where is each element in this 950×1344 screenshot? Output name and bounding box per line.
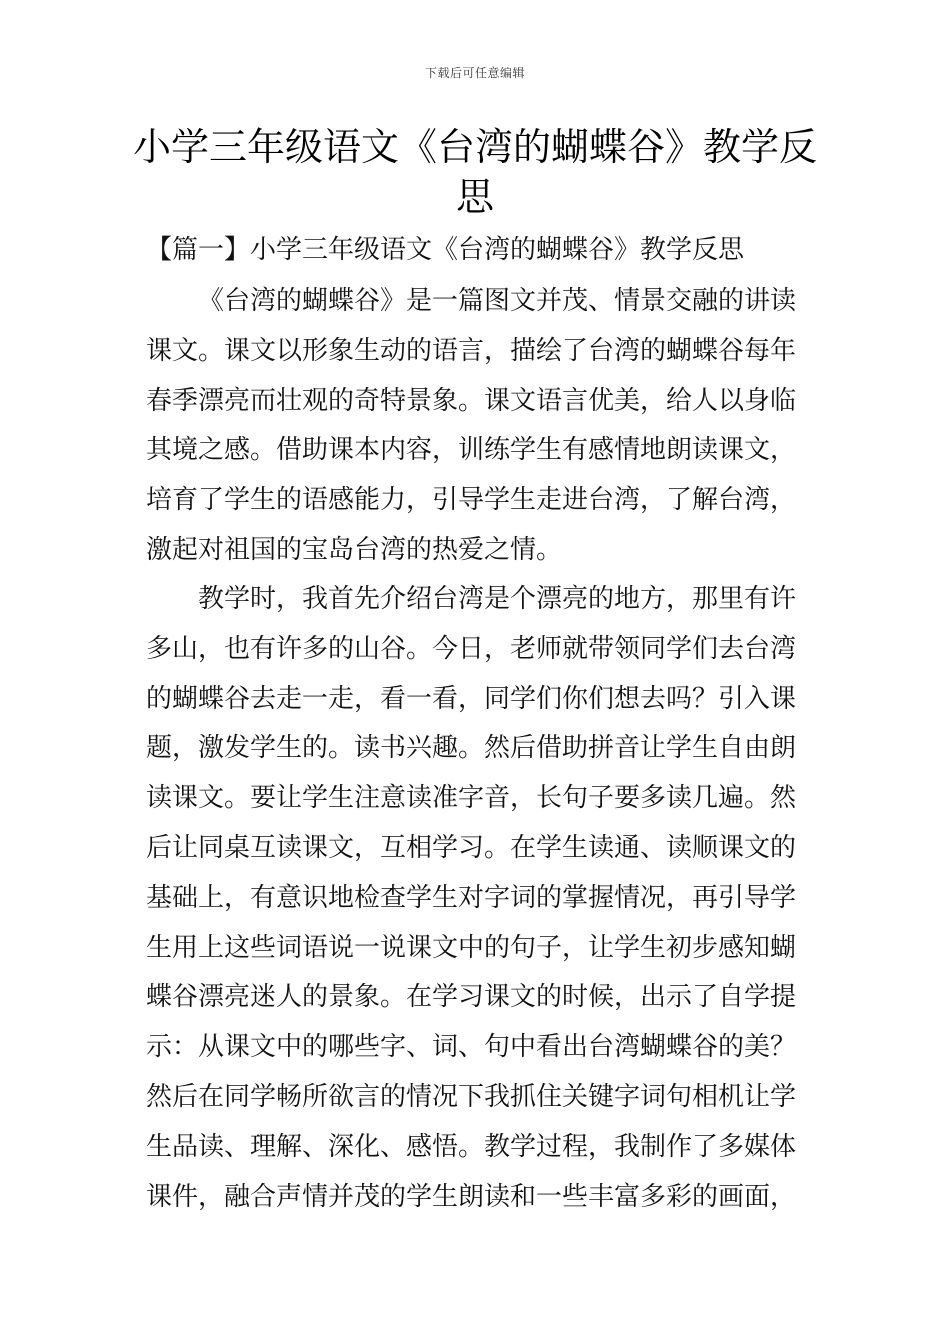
paragraph-line: 生用上这些词语说一说课文中的句子，让学生初步感知蝴 <box>146 932 797 963</box>
paragraph-1 <box>146 277 814 576</box>
section-heading: 【篇一】小学三年级语文《台湾的蝴蝶谷》教学反思 <box>146 235 745 265</box>
paragraph-line: 《台湾的蝴蝶谷》是一篇图文并茂、情景交融的讲读 <box>198 286 797 316</box>
paragraph-line: 然后在同学畅所欲言的情况下我抓住关键字词句相机让学 <box>146 1081 797 1112</box>
paragraph-line: 多山，也有许多的山谷。今日，老师就带领同学们去台湾 <box>146 633 797 664</box>
paragraph-line: 基础上，有意识地检查学生对字词的掌握情况，再引导学 <box>146 882 797 913</box>
title-line: 小学三年级语文《台湾的蝴蝶谷》教学反 <box>132 125 817 169</box>
paragraph-line: 题，激发学生的。读书兴趣。然后借助拼音让学生自由朗 <box>146 733 797 764</box>
title-line: 思 <box>455 175 494 219</box>
paragraph-line: 蝶谷漂亮迷人的景象。在学习课文的时候，出示了自学提 <box>146 982 797 1013</box>
paragraph-2 <box>146 575 814 1222</box>
paragraph-line: 激起对祖国的宝岛台湾的热爱之情。 <box>146 534 563 565</box>
download-note: 下载后可任意编辑 <box>424 66 525 80</box>
paragraph-line: 春季漂亮而壮观的奇特景象。课文语言优美，给人以身临 <box>146 385 797 416</box>
paragraph-line: 其境之感。借助课本内容，训练学生有感情地朗读课文， <box>146 435 797 466</box>
paragraph-line: 教学时，我首先介绍台湾是个漂亮的地方，那里有许 <box>198 584 797 614</box>
document-title <box>120 122 830 222</box>
paragraph-line: 的蝴蝶谷去走一走，看一看，同学们你们想去吗？引入课 <box>146 683 797 714</box>
paragraph-line: 生品读、理解、深化、感悟。教学过程，我制作了多媒体 <box>146 1131 797 1162</box>
paragraph-line: 培育了学生的语感能力，引导学生走进台湾，了解台湾， <box>146 485 797 516</box>
paragraph-line: 示：从课文中的哪些字、词、句中看出台湾蝴蝶谷的美？ <box>146 1032 797 1063</box>
paragraph-line: 课件，融合声情并茂的学生朗读和一些丰富多彩的画面， <box>146 1181 797 1212</box>
paragraph-line: 读课文。要让学生注意读准字音，长句子要多读几遍。然 <box>146 783 797 814</box>
paragraph-line: 课文。课文以形象生动的语言，描绘了台湾的蝴蝶谷每年 <box>146 335 797 366</box>
paragraph-line: 后让同桌互读课文，互相学习。在学生读通、读顺课文的 <box>146 832 797 863</box>
